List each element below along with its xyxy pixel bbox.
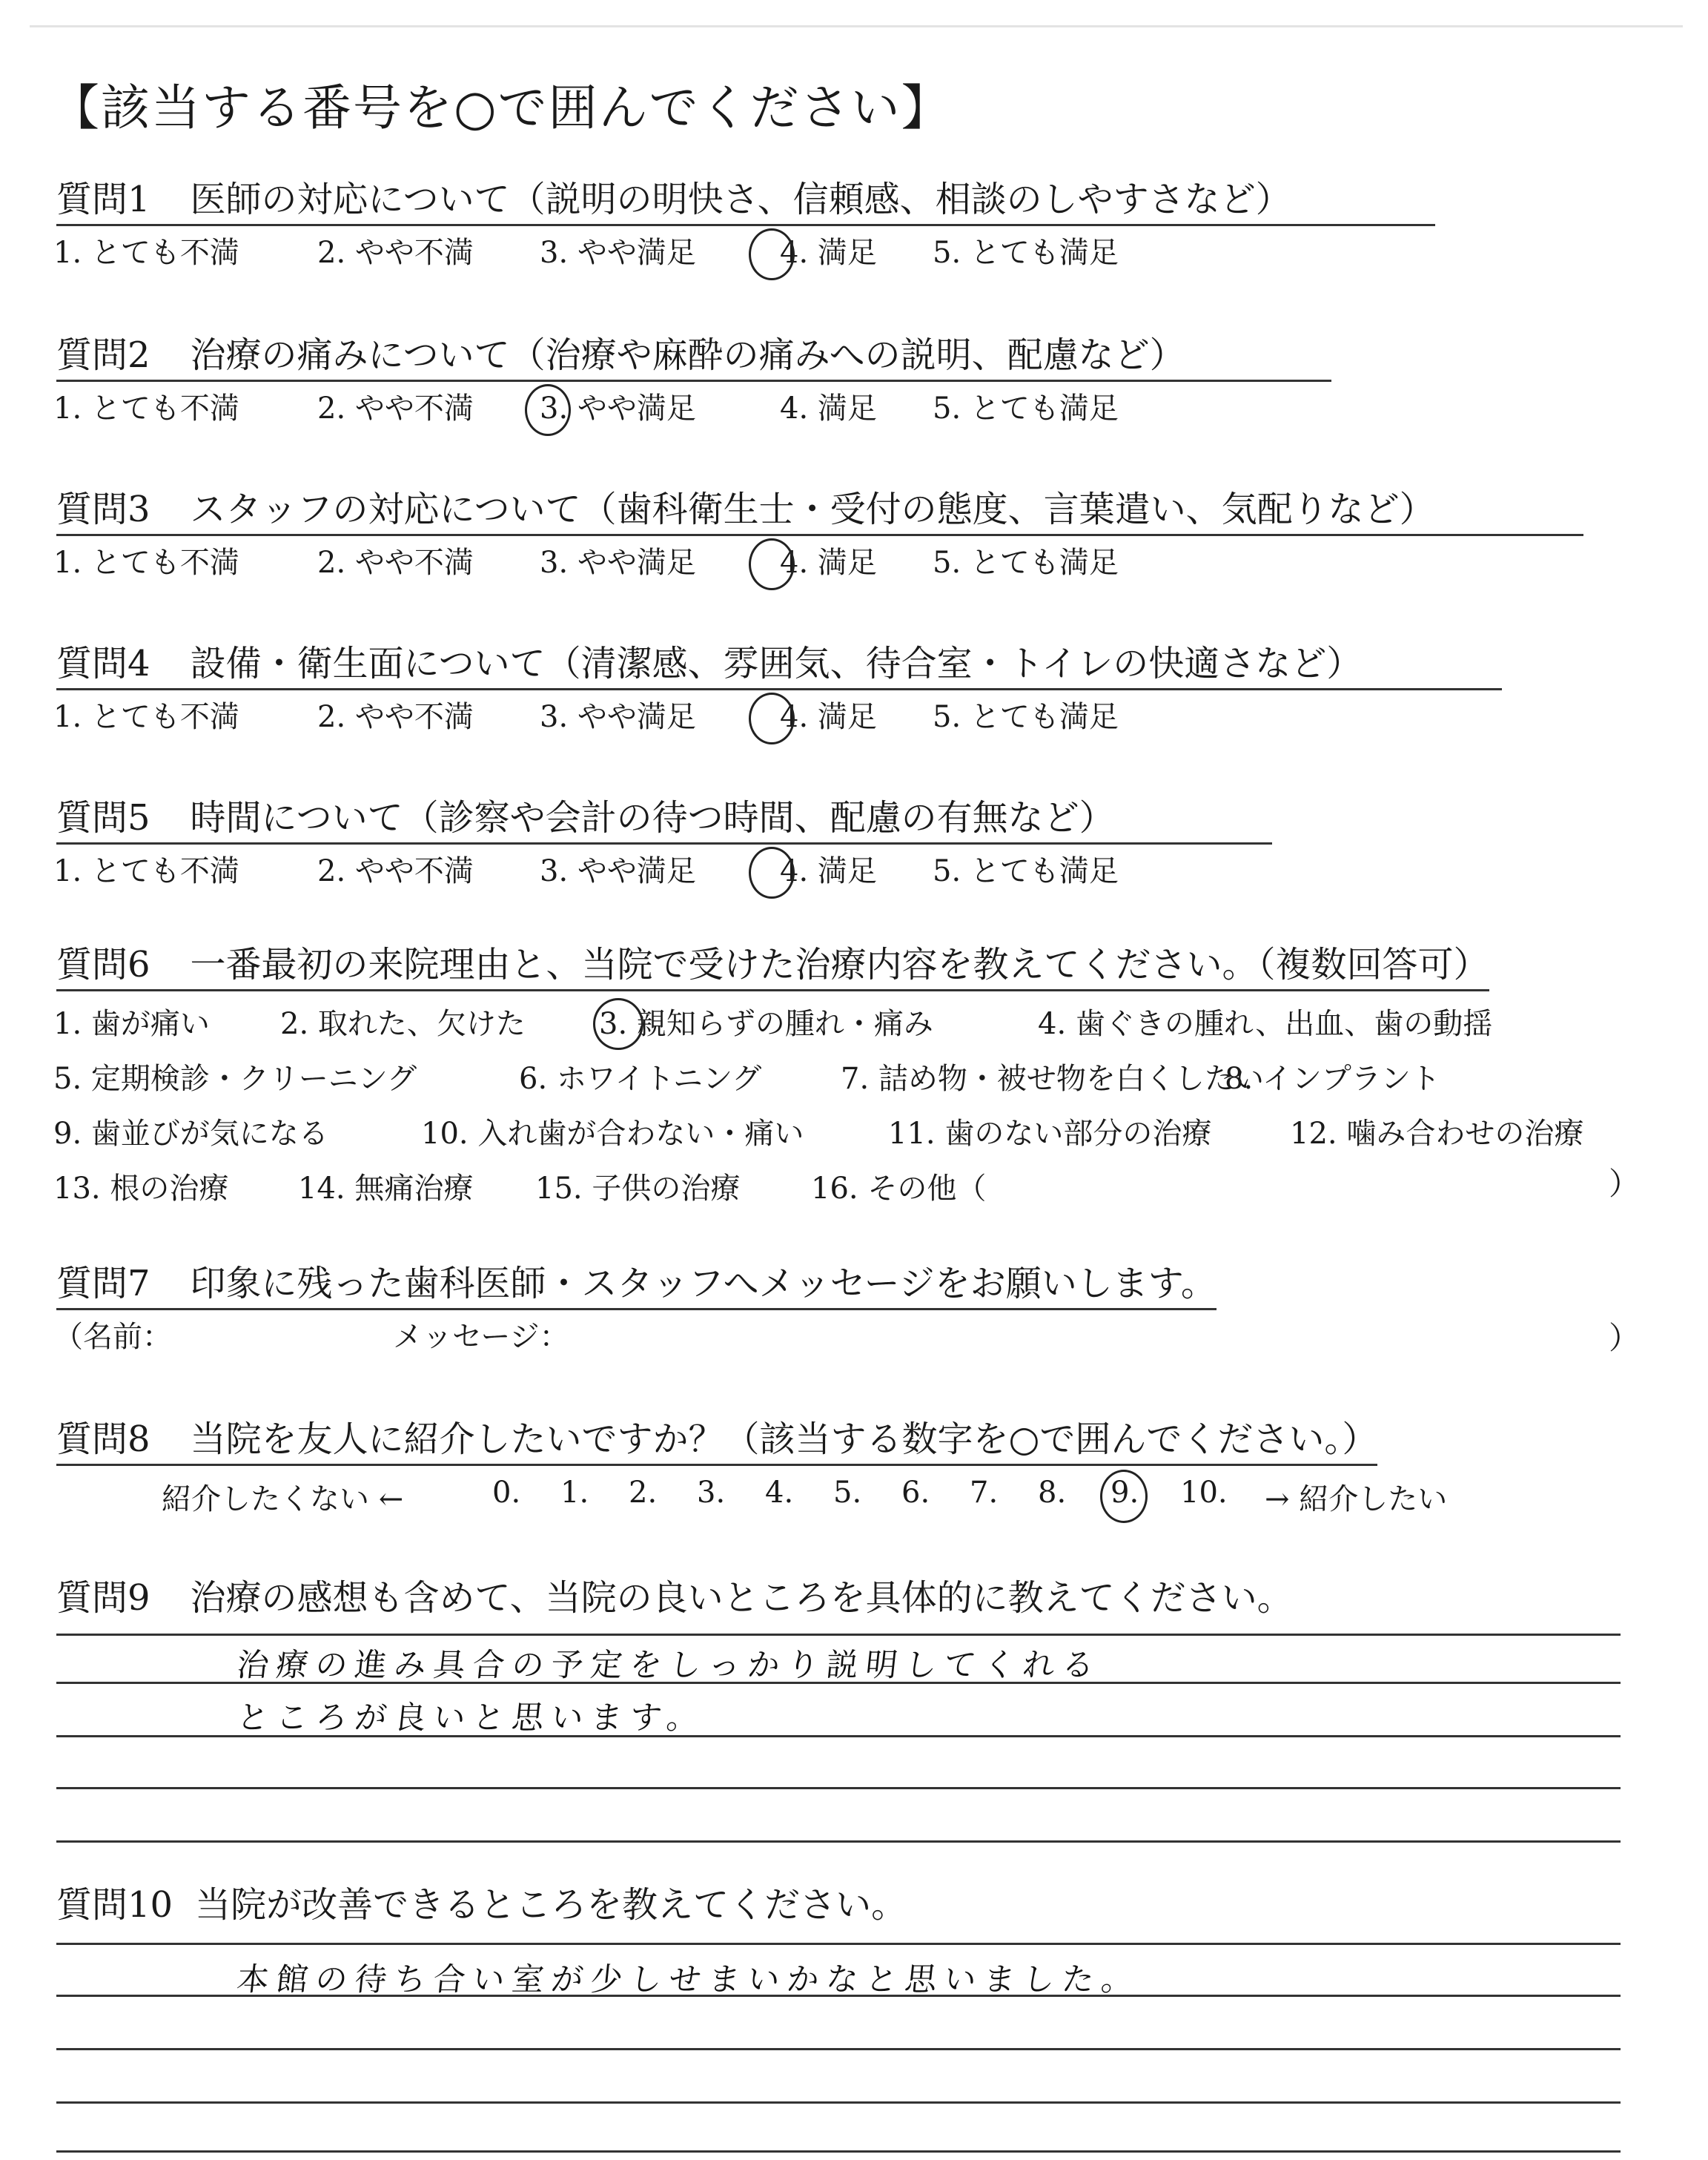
question-label: 質問5 [56,797,150,839]
treatment-option: 14. 無痛治療 [298,1172,474,1206]
rating-option: 5. とても満足 [933,546,1119,580]
selected-answer-circle [525,384,571,436]
question-text: 治療の痛みについて（治療や麻酔の痛みへの説明、配慮など） [190,334,1185,376]
question-text: 一番最初の来院理由と、当院で受けた治療内容を教えてください。（複数回答可） [190,944,1489,985]
rating-option: 1. とても不満 [53,546,239,580]
scale-number: 4. [765,1476,794,1510]
question-label: 質問6 [56,944,150,985]
question-label: 質問9 [56,1577,150,1619]
rating-option: 5. とても満足 [933,854,1119,888]
question-text: 治療の感想も含めて、当院の良いところを具体的に教えてください。 [190,1577,1293,1619]
scale-number: 9. [1110,1476,1139,1510]
treatment-option: 9. 歯並びが気になる [53,1117,328,1151]
question-label: 質問4 [56,643,150,684]
answer-line [56,1943,1621,1945]
scale-number: 2. [629,1476,658,1510]
scale-number: 5. [833,1476,862,1510]
rating-option: 2. やや不満 [317,546,474,580]
treatment-option: 5. 定期検診・クリーニング [53,1062,417,1096]
question-1-title [56,176,1435,226]
selected-answer-circle [749,228,795,280]
question-3-title [56,486,1583,536]
answer-line [56,1840,1621,1843]
treatment-option: 15. 子供の治療 [535,1172,741,1206]
treatment-option: 4. 歯ぐきの腫れ、出血、歯の動揺 [1038,1007,1493,1041]
answer-line [56,2101,1621,2104]
rating-option: 3. やや満足 [540,392,696,426]
answer-line [56,2150,1621,2153]
rating-option: 2. やや不満 [317,854,474,888]
name-field-label: （名前： [53,1320,172,1354]
scale-number: 6. [901,1476,930,1510]
selected-answer-circle [749,847,795,899]
rating-option: 5. とても満足 [933,236,1119,270]
question-8-title [56,1416,1377,1466]
rating-option: 5. とても満足 [933,700,1119,734]
question-label: 質問3 [56,489,150,530]
scale-number: 1. [560,1476,589,1510]
treatment-option: 2. 取れた、欠けた [280,1007,526,1041]
treatment-option: 11. 歯のない部分の治療 [888,1117,1212,1151]
handwritten-answer-line: 本館の待ち合い室が少しせまいかなと思いました。 [235,1961,1143,1998]
question-text: 当院が改善できるところを教えてください。 [195,1884,907,1926]
question-label: 質問8 [56,1418,150,1460]
treatment-option: 7. 詰め物・被せ物を白くしたい [841,1062,1264,1096]
rating-option: 1. とても不満 [53,392,239,426]
message-close-paren: ） [1609,1320,1641,1356]
question-text: 当院を友人に紹介したいですか？（該当する数字を○で囲んでください。） [190,1418,1378,1460]
rating-option: 3. やや満足 [540,236,696,270]
selected-answer-circle [1100,1470,1148,1523]
question-5-title [56,795,1272,845]
question-label: 質問7 [56,1263,150,1304]
selected-answer-circle [749,538,795,590]
question-text: 設備・衛生面について（清潔感、雰囲気、待合室・トイレの快適さなど） [190,643,1363,684]
question-9-title [56,1575,1293,1622]
instruction-header: 【該当する番号を○で囲んでください】 [50,79,952,136]
treatment-option: 1. 歯が痛い [53,1007,210,1041]
rating-option: 1. とても不満 [53,854,239,888]
question-4-title [56,641,1502,690]
rating-option: 4. 満足 [780,700,877,734]
scale-number: 8. [1038,1476,1067,1510]
question-text: 時間について（診察や会計の待つ時間、配慮の有無など） [190,797,1115,839]
rating-option: 4. 満足 [780,236,877,270]
message-field-label: メッセージ： [393,1320,569,1354]
rating-option: 4. 満足 [780,854,877,888]
scale-right-label: → 紹介したい [1265,1482,1448,1516]
question-text: 印象に残った歯科医師・スタッフへメッセージをお願いします。 [190,1263,1217,1304]
question-10-title [56,1882,907,1929]
treatment-option: 12. 噛み合わせの治療 [1290,1117,1584,1151]
treatment-option: 8. インプラント [1225,1062,1440,1096]
rating-option: 2. やや不満 [317,236,474,270]
question-text: スタッフの対応について（歯科衛生士・受付の態度、言葉遣い、気配りなど） [190,489,1435,530]
rating-option: 4. 満足 [780,546,877,580]
answer-line [56,2048,1621,2050]
question-label: 質問10 [56,1884,173,1926]
question-2-title [56,332,1331,382]
rating-option: 5. とても満足 [933,392,1119,426]
scale-number: 7. [970,1476,999,1510]
rating-option: 2. やや不満 [317,392,474,426]
rating-option: 3. やや満足 [540,700,696,734]
rating-option: 2. やや不満 [317,700,474,734]
handwritten-answer-line: ところが良いと思います。 [235,1700,708,1737]
question-label: 質問2 [56,334,150,376]
question-6-title [56,942,1489,991]
rating-option: 4. 満足 [780,392,877,426]
selected-answer-circle [593,998,643,1050]
scale-left-label: 紹介したくない ← [162,1482,404,1516]
other-close-paren: ） [1609,1166,1641,1202]
question-7-title [56,1261,1217,1310]
treatment-option: 3. 親知らずの腫れ・痛み [599,1007,933,1041]
treatment-option: 10. 入れ歯が合わない・痛い [421,1117,804,1151]
rating-option: 1. とても不満 [53,236,239,270]
scale-number: 10. [1180,1476,1228,1510]
rating-option: 3. やや満足 [540,546,696,580]
scale-number: 3. [697,1476,726,1510]
treatment-option: 16. その他（ [811,1172,987,1206]
rating-option: 3. やや満足 [540,854,696,888]
question-label: 質問1 [56,179,150,220]
rating-option: 1. とても不満 [53,700,239,734]
top-border-line [30,25,1683,27]
question-text: 医師の対応について（説明の明快さ、信頼感、相談のしやすさなど） [190,179,1291,220]
treatment-option: 13. 根の治療 [53,1172,229,1206]
answer-line [56,1787,1621,1789]
treatment-option: 6. ホワイトニング [519,1062,762,1096]
answer-line [56,1634,1621,1636]
selected-answer-circle [749,693,795,744]
scale-number: 0. [492,1476,521,1510]
handwritten-answer-line: 治療の進み具合の予定をしっかり説明してくれる [235,1647,1104,1684]
